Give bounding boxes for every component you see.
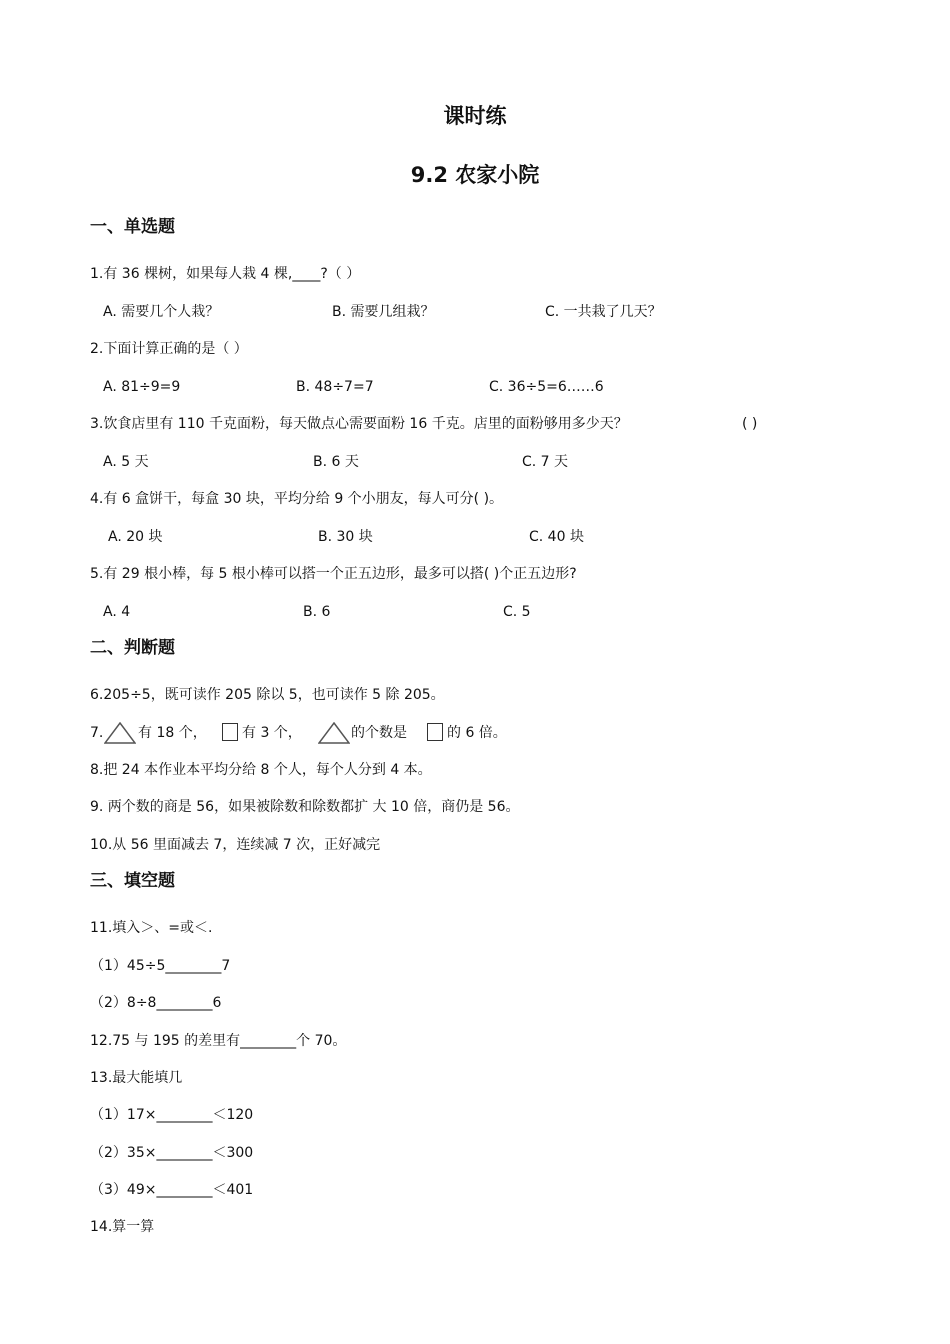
question-7-part2: 有 3 个， — [242, 725, 302, 741]
page-subtitle: 9.2 农家小院 — [410, 163, 540, 187]
question-7-number: 7. — [90, 725, 104, 741]
question-1: 1.有 36 棵树，如果每人栽 4 棵,____?（ ） — [90, 266, 361, 282]
question-12: 12.75 与 195 的差里有________个 70。 — [90, 1033, 347, 1049]
q3-option-b: B. 6 天 — [313, 454, 359, 470]
q3-option-c: C. 7 天 — [522, 454, 569, 470]
question-7-part3: 的个数是 — [351, 725, 407, 741]
question-6: 6.205÷5，既可读作 205 除以 5，也可读作 5 除 205。 — [90, 687, 445, 703]
question-13-sub-3: （3）49×________＜401 — [90, 1182, 254, 1198]
q5-option-c: C. 5 — [503, 604, 531, 620]
question-11: 11.填入＞、=或＜. — [90, 920, 213, 936]
section-heading-judgement: 二、判断题 — [90, 638, 175, 658]
q5-option-a: A. 4 — [103, 604, 131, 620]
q2-option-a: A. 81÷9=9 — [103, 379, 181, 395]
q4-option-b: B. 30 块 — [318, 529, 373, 545]
question-5: 5.有 29 根小棒，每 5 根小棒可以搭一个正五边形，最多可以搭( )个正五边形? — [90, 566, 577, 582]
square-icon — [222, 723, 238, 741]
question-2: 2.下面计算正确的是（ ） — [90, 341, 248, 357]
q4-option-a: A. 20 块 — [108, 529, 163, 545]
question-4: 4.有 6 盒饼干，每盒 30 块，平均分给 9 个小朋友，每人可分( )。 — [90, 491, 504, 507]
question-13: 13.最大能填几 — [90, 1070, 183, 1086]
section-heading-fill-in: 三、填空题 — [90, 871, 175, 891]
q3-option-a: A. 5 天 — [103, 454, 149, 470]
question-8: 8.把 24 本作业本平均分给 8 个人，每个人分到 4 本。 — [90, 762, 432, 778]
question-7-part1: 有 18 个， — [138, 725, 207, 741]
page-title: 课时练 — [443, 104, 507, 128]
question-3-paren: ( ) — [742, 416, 758, 432]
triangle-icon — [318, 722, 350, 744]
q1-option-b: B. 需要几组栽？ — [332, 304, 435, 320]
q1-option-a: A. 需要几个人栽？ — [103, 304, 220, 320]
question-11-sub-1: （1）45÷5________7 — [90, 958, 231, 974]
question-14: 14.算一算 — [90, 1219, 155, 1235]
question-13-sub-1: （1）17×________＜120 — [90, 1107, 254, 1123]
question-3: 3.饮食店里有 110 千克面粉，每天做点心需要面粉 16 千克。店里的面粉够用多少天？ — [90, 416, 628, 432]
question-7-part4: 的 6 倍。 — [447, 725, 507, 741]
question-9: 9. 两个数的商是 56，如果被除数和除数都扩 大 10 倍，商仍是 56。 — [90, 799, 520, 815]
q2-option-b: B. 48÷7=7 — [296, 379, 374, 395]
question-13-sub-2: （2）35×________＜300 — [90, 1145, 254, 1161]
q4-option-c: C. 40 块 — [529, 529, 584, 545]
q5-option-b: B. 6 — [303, 604, 331, 620]
q2-option-c: C. 36÷5=6……6 — [489, 379, 604, 395]
q1-option-c: C. 一共栽了几天？ — [545, 304, 662, 320]
question-11-sub-2: （2）8÷8________6 — [90, 995, 222, 1011]
section-heading-single-choice: 一、单选题 — [90, 217, 175, 237]
triangle-icon — [104, 722, 136, 744]
question-10: 10.从 56 里面减去 7，连续减 7 次，正好减完 — [90, 837, 381, 853]
square-icon — [427, 723, 443, 741]
